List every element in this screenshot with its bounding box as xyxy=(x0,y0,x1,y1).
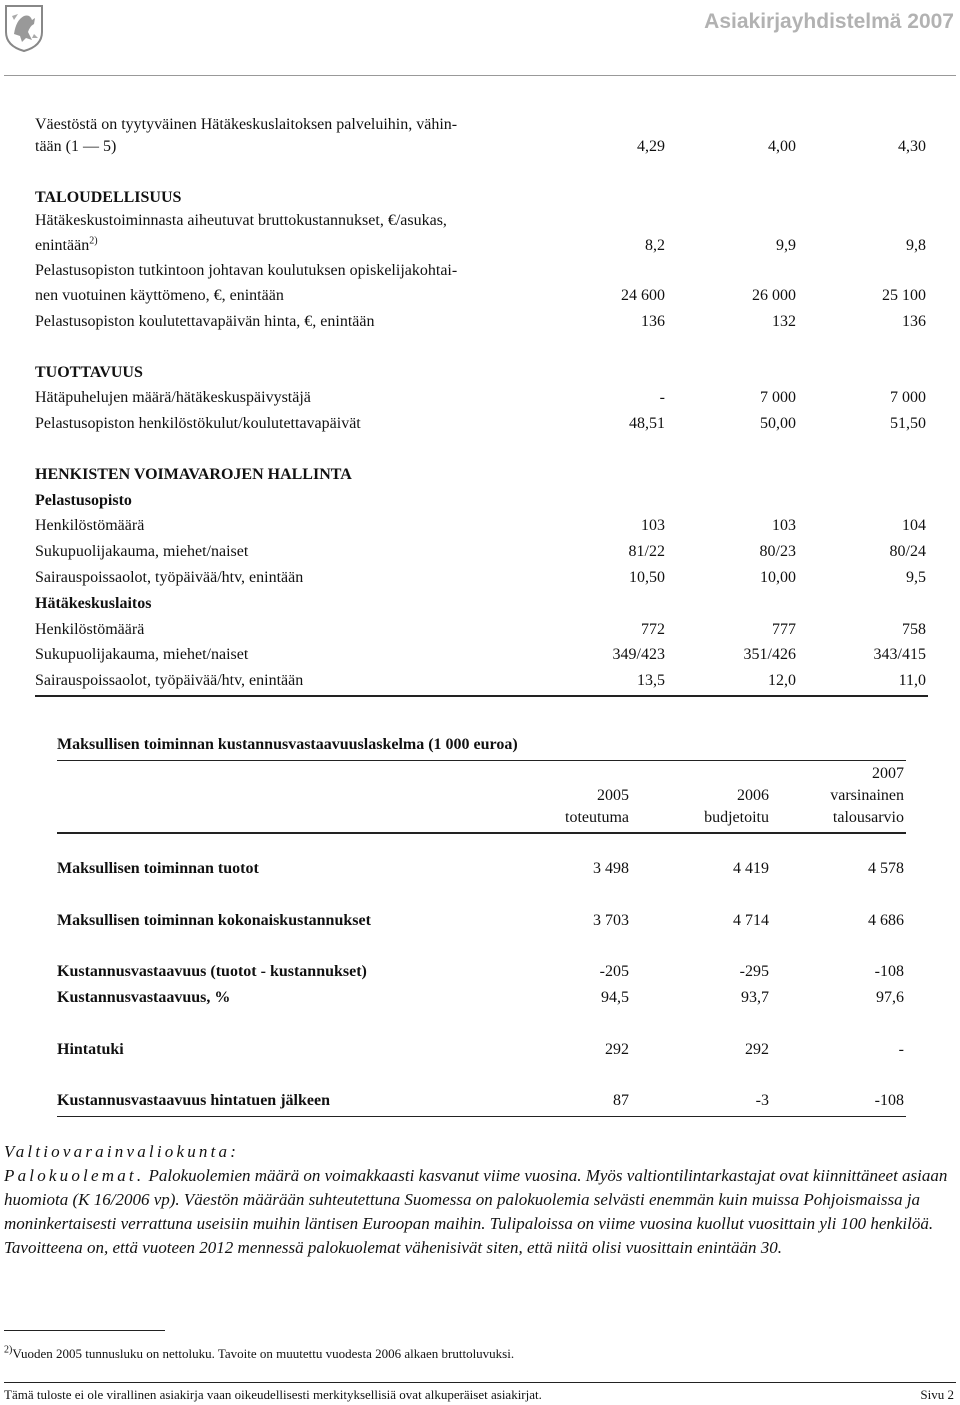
committee-paragraph xyxy=(4,1164,957,1260)
table-row xyxy=(35,517,926,539)
row-label: Hintatuki xyxy=(57,1041,124,1058)
page-number: Sivu 2 xyxy=(920,1387,954,1402)
value-2005: 48,51 xyxy=(629,415,665,432)
column-header-type: varsinainen xyxy=(830,787,904,804)
footnote-marker: 2) xyxy=(89,235,98,247)
row-label: TALOUDELLISUUS xyxy=(35,189,182,206)
value-2006: 9,9 xyxy=(776,237,796,254)
value-2006: 10,00 xyxy=(760,569,796,586)
value-2005: - xyxy=(659,389,665,406)
row-label: Kustannusvastaavuus hintatuen jälkeen xyxy=(57,1092,330,1109)
value-2007: 4 686 xyxy=(868,912,904,929)
value-2007: 758 xyxy=(902,621,926,638)
value-2007: 80/24 xyxy=(889,543,926,560)
column-header-type: toteutuma xyxy=(565,809,629,826)
value-2006: 50,00 xyxy=(760,415,796,432)
value-2005: 13,5 xyxy=(637,672,665,689)
table-bottom-rule xyxy=(35,695,928,697)
value-2005: 24 600 xyxy=(621,287,665,304)
table-row xyxy=(35,621,926,643)
document-title: Asiakirjayhdistelmä 2007 xyxy=(704,10,954,33)
row-label: Henkilöstömäärä xyxy=(35,621,145,638)
row-label: Sukupuolijakauma, miehet/naiset xyxy=(35,646,249,663)
table-row xyxy=(57,963,904,985)
section-heading xyxy=(35,466,926,488)
cost-table-header-rule xyxy=(57,832,906,834)
value-2006: 7 000 xyxy=(760,389,796,406)
value-2005: 349/423 xyxy=(612,646,665,663)
footnote xyxy=(4,1346,514,1362)
value-2007: 4 578 xyxy=(868,860,904,877)
footnote-marker: 2) xyxy=(4,1344,13,1356)
value-2005: 94,5 xyxy=(601,989,629,1006)
value-2006: 4 419 xyxy=(733,860,769,877)
column-header-year: 2005 xyxy=(597,787,629,804)
value-2007: -108 xyxy=(874,963,904,980)
table-row xyxy=(57,1092,904,1114)
section-heading xyxy=(35,189,926,211)
footnote-text: Vuoden 2005 tunnusluku on nettoluku. Tavoite on muutettu vuodesta 2006 alkaen bruttoluvuksi. xyxy=(12,1346,515,1361)
row-label: Maksullisen toiminnan kokonaiskustannukset xyxy=(57,912,371,929)
value-2006: -295 xyxy=(739,963,769,980)
row-label: Sukupuolijakauma, miehet/naiset xyxy=(35,543,249,560)
table-row xyxy=(35,116,926,138)
value-2005: 81/22 xyxy=(628,543,665,560)
subsection-heading xyxy=(35,492,926,514)
value-2007: 4,30 xyxy=(898,138,926,155)
table-row xyxy=(35,237,926,259)
row-label: Pelastusopiston henkilöstökulut/koulutettavapäivät xyxy=(35,415,361,432)
value-2006: 4,00 xyxy=(768,138,796,155)
row-label: tään (1 — 5) xyxy=(35,138,117,155)
cost-table-top-rule xyxy=(57,760,906,761)
row-label: HENKISTEN VOIMAVAROJEN HALLINTA xyxy=(35,466,352,483)
value-2005: 10,50 xyxy=(629,569,665,586)
column-header-year: 2007 xyxy=(872,765,904,782)
row-label: Pelastusopiston tutkintoon johtavan koulutuksen opiskelijakohtai- xyxy=(35,262,458,279)
footnote-divider xyxy=(4,1330,165,1331)
table-row xyxy=(35,672,926,694)
value-2005: 8,2 xyxy=(645,237,665,254)
value-2005: 87 xyxy=(613,1092,629,1109)
value-2005: 772 xyxy=(641,621,665,638)
value-2007: 136 xyxy=(902,313,926,330)
column-header-type: budjetoitu xyxy=(704,809,769,826)
row-label: Sairauspoissaolot, työpäivää/htv, enintään xyxy=(35,569,304,586)
committee-subheading: Palokuolemat. xyxy=(4,1166,145,1185)
column-header-type: talousarvio xyxy=(832,809,904,826)
row-label: Pelastusopiston koulutettavapäivän hinta, €, enintään xyxy=(35,313,375,330)
column-header-2005 xyxy=(565,785,629,829)
value-2006: 4 714 xyxy=(733,912,769,929)
value-2007: 104 xyxy=(902,517,926,534)
cost-table-bottom-rule xyxy=(57,1116,906,1117)
table-row xyxy=(35,313,926,335)
value-2007: 51,50 xyxy=(890,415,926,432)
value-2005: 136 xyxy=(641,313,665,330)
value-2006: -3 xyxy=(755,1092,769,1109)
footer-disclaimer: Tämä tuloste ei ole virallinen asiakirja vaan oikeudellisesti merkityksellisiä ovat alkuperäiset asiakirjat. xyxy=(4,1387,542,1402)
table-row xyxy=(35,543,926,565)
value-2007: - xyxy=(898,1041,904,1058)
committee-text: Palokuolemien määrä on voimakkaasti kasvanut viime vuosina. Myös valtiontilintarkastajat ovat kiinnittäneet asiaan huomiota (K 16/2006 vp). Väestön määrään suhteutettuna Suomessa on palokuolemia selvästi enemmän kuin muissa Pohjoismaissa ja moninkertaisesti verrattuna useisiin muihin läntisen Euroopan maihin. Tulipaloissa on viime vuosina kuollut vuosittain yli 100 henkilöä. Tavoitteena on, että vuoteen 2012 mennessä palokuolemat vähenisivät siten, että niitä olisi vuosittain enintään 30. xyxy=(4,1166,948,1257)
coat-of-arms-logo xyxy=(4,4,44,52)
value-2005: 3 703 xyxy=(593,912,629,929)
value-2005: 4,29 xyxy=(637,138,665,155)
table-row xyxy=(35,389,926,411)
value-2007: 9,8 xyxy=(906,237,926,254)
table-row xyxy=(35,287,926,309)
row-label: TUOTTAVUUS xyxy=(35,364,143,381)
row-label: Hätäkeskustoiminnasta aiheutuvat bruttokustannukset, €/asukas, xyxy=(35,212,447,229)
value-2007: 11,0 xyxy=(898,672,926,689)
row-label: Pelastusopisto xyxy=(35,492,132,509)
table-row xyxy=(57,989,904,1011)
table-row xyxy=(35,138,926,160)
value-2006: 26 000 xyxy=(752,287,796,304)
table-row xyxy=(35,415,926,437)
row-label: nen vuotuinen käyttömeno, €, enintään xyxy=(35,287,284,304)
value-2006: 93,7 xyxy=(741,989,769,1006)
row-label: Henkilöstömäärä xyxy=(35,517,145,534)
column-header-2007 xyxy=(830,763,904,829)
row-label: Kustannusvastaavuus (tuotot - kustannukset) xyxy=(57,963,367,980)
value-2006: 292 xyxy=(745,1041,769,1058)
row-label: Hätäpuhelujen määrä/hätäkeskuspäivystäjä xyxy=(35,389,311,406)
value-2005: -205 xyxy=(599,963,629,980)
value-2006: 777 xyxy=(772,621,796,638)
row-label: enintään xyxy=(35,237,90,254)
value-2006: 12,0 xyxy=(768,672,796,689)
row-label: Väestöstä on tyytyväinen Hätäkeskuslaitoksen palveluihin, vähin- xyxy=(35,116,458,133)
value-2006: 132 xyxy=(772,313,796,330)
column-header-year: 2006 xyxy=(737,787,769,804)
subsection-heading xyxy=(35,595,926,617)
value-2005: 292 xyxy=(605,1041,629,1058)
table-row xyxy=(57,1041,904,1063)
committee-statement xyxy=(4,1140,957,1260)
value-2007: 7 000 xyxy=(890,389,926,406)
value-2007: 9,5 xyxy=(906,569,926,586)
table-row xyxy=(35,569,926,591)
value-2007: 343/415 xyxy=(873,646,926,663)
row-label: Maksullisen toiminnan tuotot xyxy=(57,860,259,877)
footer-divider xyxy=(4,1382,956,1383)
value-2005: 103 xyxy=(641,517,665,534)
value-2006: 103 xyxy=(772,517,796,534)
section-heading xyxy=(35,364,926,386)
cost-table-title: Maksullisen toiminnan kustannusvastaavuuslaskelma (1 000 euroa) xyxy=(57,736,518,753)
value-2005: 3 498 xyxy=(593,860,629,877)
committee-heading: Valtiovarainvaliokunta: xyxy=(4,1142,240,1161)
value-2007: -108 xyxy=(874,1092,904,1109)
table-row xyxy=(57,912,904,934)
header-divider xyxy=(4,75,956,76)
table-row xyxy=(35,646,926,668)
table-row xyxy=(35,262,926,284)
table-row xyxy=(57,860,904,882)
value-2007: 25 100 xyxy=(882,287,926,304)
value-2006: 351/426 xyxy=(743,646,796,663)
row-label: Hätäkeskuslaitos xyxy=(35,595,152,612)
row-label: Kustannusvastaavuus, % xyxy=(57,989,231,1006)
row-label: Sairauspoissaolot, työpäivää/htv, enintään xyxy=(35,672,304,689)
value-2007: 97,6 xyxy=(876,989,904,1006)
value-2006: 80/23 xyxy=(759,543,796,560)
column-header-2006 xyxy=(704,785,769,829)
table-row xyxy=(35,212,926,234)
